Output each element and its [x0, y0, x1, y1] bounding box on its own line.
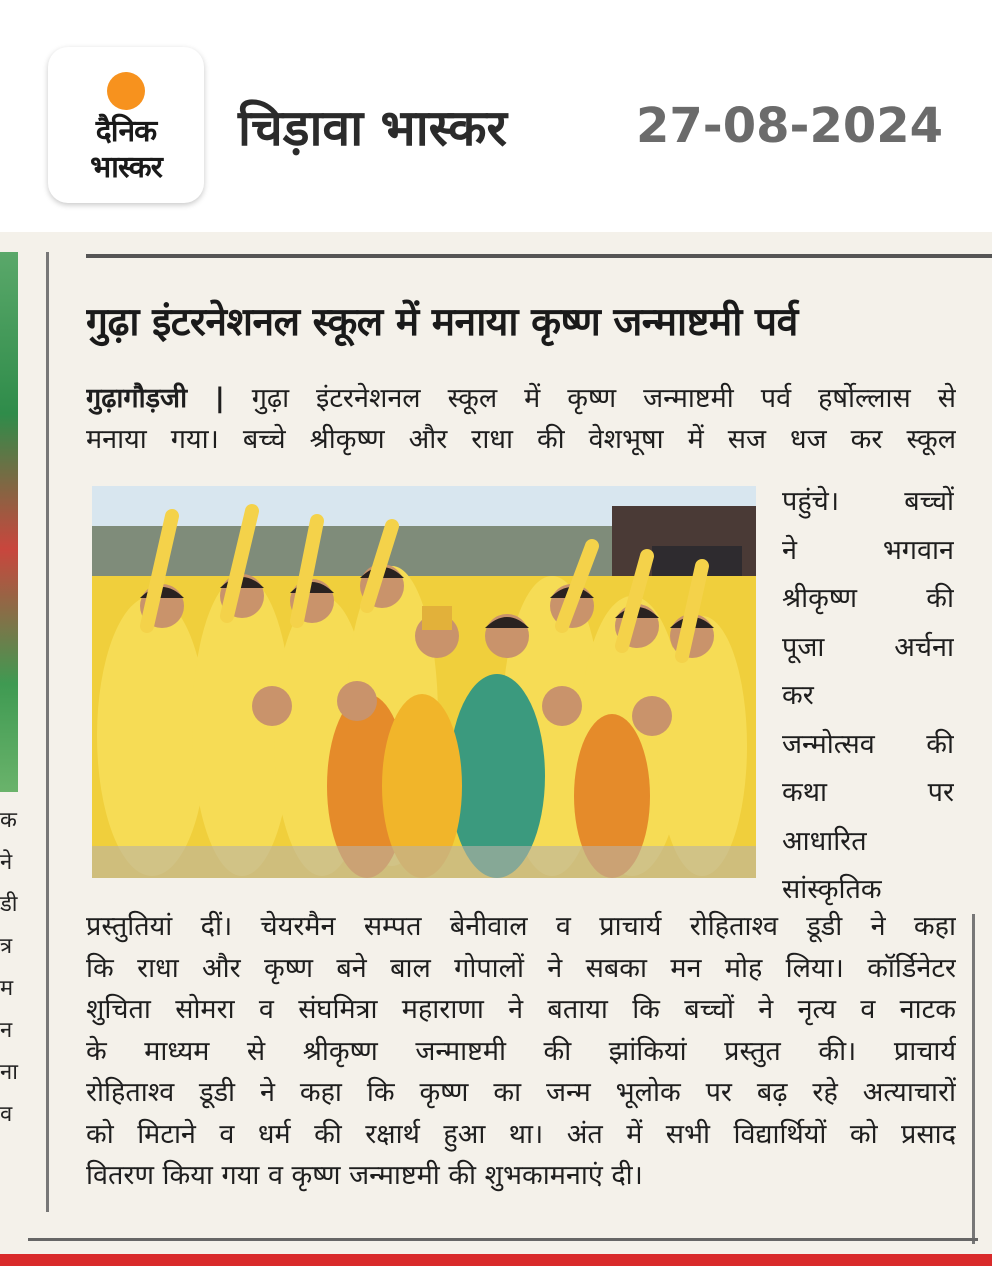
column-divider [46, 252, 49, 1212]
logo-text-line1: दैनिक [95, 114, 157, 149]
article-line: को मिटाने व धर्म की रक्षार्थ हुआ था। अंत में सभी विद्यार्थियों को प्रसाद [86, 1118, 956, 1150]
article-headline: गुढ़ा इंटरनेशनल स्कूल में मनाया कृष्ण जन्माष्टमी पर्व [86, 300, 798, 345]
article-line: पूजा अर्चना [782, 631, 954, 663]
article-intro [86, 378, 956, 460]
article-line: रोहिताश्व डूडी ने कहा कि कृष्ण का जन्म भूलोक पर बढ़ रहे अत्याचारों [86, 1077, 956, 1108]
adjacent-text-fragment: न [0, 1018, 13, 1043]
top-rule [86, 254, 992, 258]
adjacent-text-fragment: डी [0, 892, 18, 917]
article-line: सांस्कृतिक [782, 874, 882, 905]
article-line: कि राधा और कृष्ण बने बाल गोपालों ने सबका मन मोह लिया। कॉर्डिनेटर [86, 952, 956, 984]
adjacent-text-fragment: ने [0, 850, 13, 875]
article-line: कर [782, 680, 814, 711]
adjacent-text-fragment: व [0, 1102, 13, 1127]
header [0, 0, 992, 232]
edition-date: 27-08-2024 [636, 98, 944, 154]
bottom-rule [28, 1238, 978, 1241]
adjacent-column-text [0, 800, 24, 1136]
article-line: शुचिता सोमरा व संघमित्रा महाराणा ने बताया कि बच्चों ने नृत्य व नाटक [86, 994, 956, 1025]
adjacent-text-fragment: ना [0, 1060, 18, 1085]
dainik-bhaskar-logo[interactable] [48, 47, 204, 203]
logo-text-line2: भास्कर [90, 150, 162, 185]
article-line: पहुंचे। बच्चों [782, 486, 954, 517]
article-line: श्रीकृष्ण की [782, 583, 954, 614]
adjacent-text-fragment: म [0, 976, 14, 1001]
article-line: आधारित [782, 825, 867, 857]
article-line: ने भगवान [782, 534, 954, 566]
right-rule [972, 914, 975, 1244]
dateline: गुढ़ागौड़जी | [86, 383, 225, 414]
article-line: जन्मोत्सव की [782, 728, 954, 760]
children-dressed-as-krishna-image [92, 486, 756, 878]
article-line: के माध्यम से श्रीकृष्ण जन्माष्टमी की झांकियां प्रस्तुत की। प्राचार्य [86, 1035, 956, 1067]
article-line: कथा पर [782, 777, 954, 808]
article-side-column [782, 478, 954, 915]
edition-title: चिड़ावा भास्कर [238, 99, 507, 157]
sun-icon [107, 72, 145, 110]
article-line: प्रस्तुतियां दीं। चेयरमैन सम्पत बेनीवाल व प्राचार्य रोहिताश्व डूडी ने कहा [86, 911, 956, 942]
red-band [0, 1254, 992, 1266]
article-body [86, 906, 956, 1197]
article-photo[interactable] [92, 486, 756, 878]
adjacent-text-fragment: त्र [0, 934, 13, 959]
adjacent-article-photo-strip [0, 252, 18, 792]
article-line: मनाया गया। बच्चे श्रीकृष्ण और राधा की वेशभूषा में सज धज कर स्कूल [86, 424, 956, 455]
adjacent-text-fragment: क [0, 808, 17, 833]
article-line: वितरण किया गया व कृष्ण जन्माष्टमी की शुभकामनाएं दी। [86, 1160, 643, 1191]
article-text: गुढ़ा इंटरनेशनल स्कूल में कृष्ण जन्माष्टमी पर्व हर्षोल्लास से [224, 383, 956, 414]
article-line [86, 378, 956, 419]
